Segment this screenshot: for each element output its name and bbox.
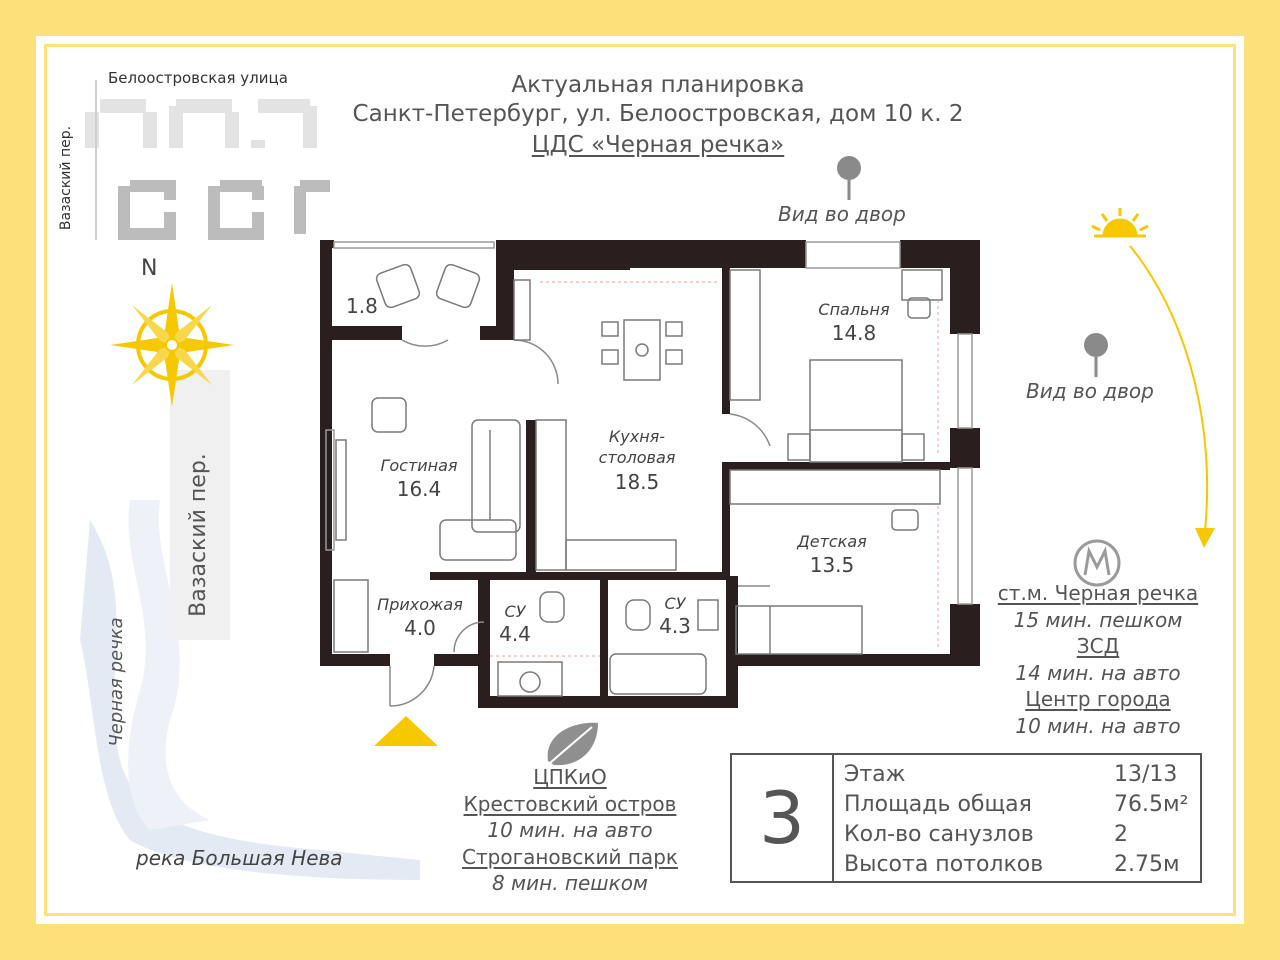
river-label-small: Черная речка [106,617,127,747]
metro-icon [1075,541,1119,585]
center-time: 10 мин. на авто [1015,713,1181,738]
row-label-area: Площадь общая [844,792,1032,817]
room-area-bedroom: 14.8 [831,321,877,345]
row-value-bathrooms: 2 [1114,822,1128,847]
city-blocks-2 [124,186,330,240]
transport-block [976,580,1220,739]
room-area-hall: 4.0 [404,616,436,640]
river-label-big: река Большая Нева [136,846,343,870]
room-bedroom [800,300,908,345]
north-label: N [141,256,158,281]
street-label-top: Белоостровская улица [108,69,288,87]
entrance-arrow-icon [374,716,438,746]
room-area-bath1: 4.4 [499,622,531,646]
room-name-kids: Детская [797,532,867,551]
sun-icon [1092,208,1148,236]
room-name-bath2: СУ [664,594,686,613]
row-value-area: 76.5м² [1114,792,1189,817]
metro-time: 15 мин. пешком [1013,607,1183,632]
center-link[interactable]: Центр города [1025,687,1171,711]
sun-arrow-icon [1195,528,1215,548]
park2-time: 8 мин. пешком [491,871,649,895]
leaf-icon [548,723,598,765]
room-bath1 [492,602,538,646]
zsd-link[interactable]: ЗСД [1076,634,1120,658]
row-label-bathrooms: Кол-во санузлов [844,822,1034,847]
view-label-top: Вид во двор [778,202,906,226]
island-time: 10 мин. на авто [487,818,653,842]
room-kids [780,532,884,577]
rooms-count: 3 [732,755,834,881]
map-pin-icon [1084,333,1108,377]
map-pin-icon [837,156,861,200]
room-bath2 [652,594,698,638]
room-area-living: 16.4 [396,477,442,501]
view-label-right: Вид во двор [1026,379,1154,403]
city-blocks [92,106,310,148]
room-name-kitchen: Кухня- столовая [598,427,676,467]
address-line: Санкт-Петербург, ул. Белоостровская, дом 10 к. 2 [352,101,964,127]
info-table [730,753,1202,883]
row-label-ceiling: Высота потолков [844,852,1044,877]
row-value-ceiling: 2.75м [1114,852,1180,877]
row-label-floor: Этаж [844,762,906,787]
room-name-hall: Прихожая [377,595,463,614]
room-hall [364,595,476,640]
lane-label-left: Вазаский пер. [58,125,74,231]
room-kitchen [584,426,690,494]
park-link[interactable]: ЦПКиО [533,765,607,789]
park-block [430,764,710,897]
room-area-balcony: 1.8 [346,294,378,318]
room-area-kids: 13.5 [809,553,855,577]
room-living [366,456,472,501]
row-value-floor: 13/13 [1114,762,1178,787]
zsd-time: 14 мин. на авто [1015,660,1181,685]
room-name-bedroom: Спальня [818,300,890,319]
island-link[interactable]: Крестовский остров [463,791,677,816]
complex-link[interactable]: ЦДС «Черная речка» [531,132,785,158]
plan-title: Актуальная планировка [511,72,805,98]
lane-label-vertical: Вазаский пер. [186,453,211,617]
park2-link[interactable]: Строгановский парк [462,844,678,869]
metro-link[interactable]: ст.м. Черная речка [997,581,1199,605]
room-area-kitchen: 18.5 [614,470,660,494]
room-name-bath1: СУ [504,602,526,621]
room-name-living: Гостиная [380,456,458,475]
room-area-bath2: 4.3 [659,614,691,638]
